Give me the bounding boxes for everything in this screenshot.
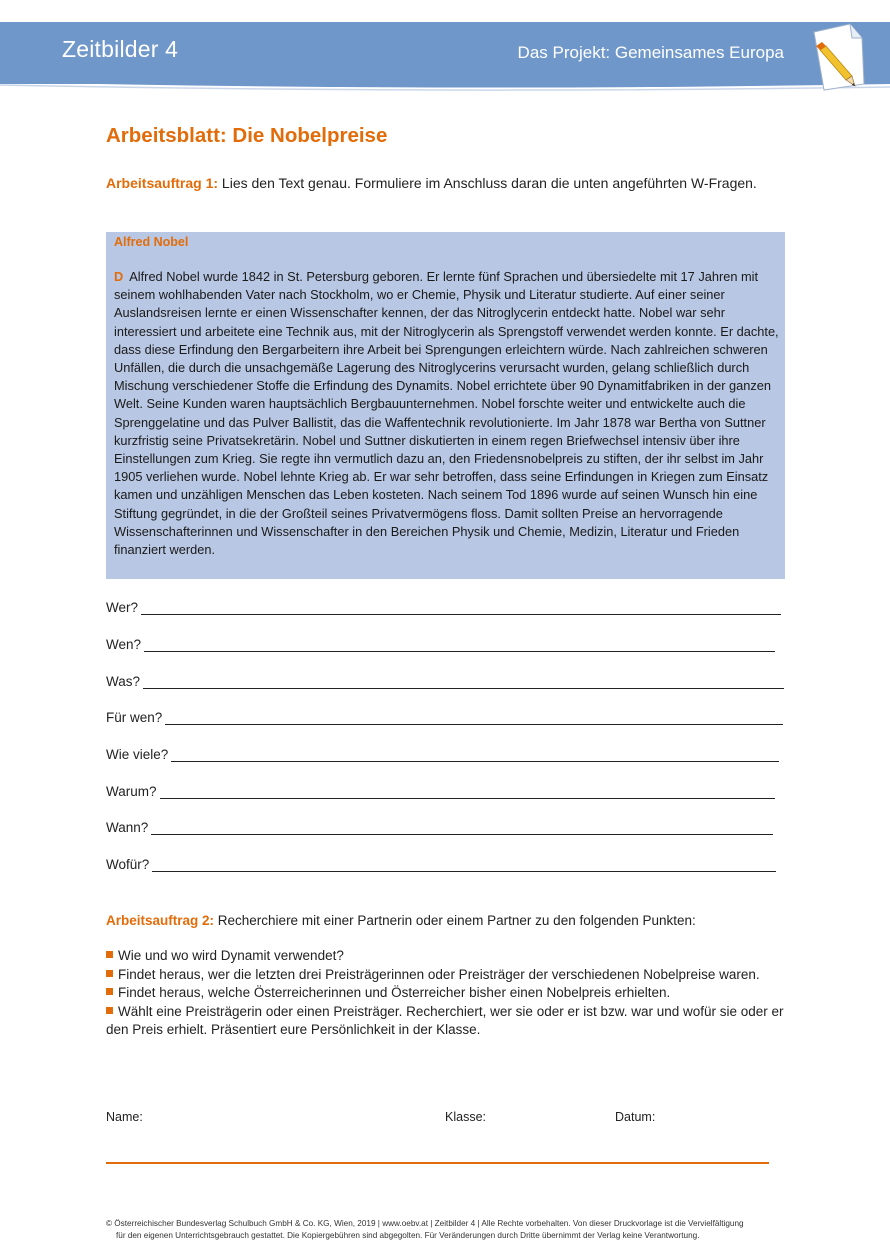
question-label: Für wen?: [106, 710, 163, 725]
answer-line[interactable]: [160, 784, 775, 799]
question-line-1[interactable]: [106, 600, 781, 615]
answer-line[interactable]: [165, 710, 783, 725]
answer-line[interactable]: [152, 857, 776, 872]
task-1: [106, 172, 782, 194]
question-line-3[interactable]: [106, 674, 784, 689]
task-2: [106, 911, 786, 930]
info-box-marker: D: [114, 269, 124, 284]
question-label: Wofür?: [106, 857, 150, 872]
answer-line[interactable]: [144, 637, 775, 652]
question-line-2[interactable]: [106, 637, 775, 652]
header-subtitle: Das Projekt: Gemeinsames Europa: [517, 43, 784, 62]
task-2-bullet-list: [106, 947, 790, 1040]
info-box-text: [114, 268, 780, 559]
question-label: Wie viele?: [106, 747, 169, 762]
question-line-7[interactable]: [106, 820, 773, 835]
task-1-label: Arbeitsauftrag 1:: [106, 175, 219, 191]
header-title: Zeitbilder 4: [62, 36, 179, 62]
task-2-text: Recherchiere mit einer Partnerin oder einem Partner zu den folgenden Punkten:: [214, 913, 696, 928]
bullet-square-icon: [106, 988, 113, 995]
list-item: Wie und wo wird Dynamit verwendet?: [106, 947, 790, 966]
question-label: Wen?: [106, 637, 142, 652]
question-label: Was?: [106, 674, 141, 689]
bullet-square-icon: [106, 970, 113, 977]
answer-line[interactable]: [151, 820, 773, 835]
question-label: Wer?: [106, 600, 139, 615]
question-line-6[interactable]: [106, 784, 775, 799]
info-box-title: Alfred Nobel: [114, 235, 189, 249]
copyright-footer: [106, 1218, 796, 1242]
answer-line[interactable]: [171, 747, 779, 762]
question-line-8[interactable]: [106, 857, 776, 872]
answer-line[interactable]: [141, 600, 781, 615]
list-item: Wählt eine Preisträgerin oder einen Preisträger. Recherchiert, wer sie oder er ist bzw. war und wofür sie oder er den Preis erhielt. Präsentiert eure Persönlichkeit in der Klasse.: [106, 1003, 784, 1038]
header-wave: [0, 78, 890, 92]
class-label: Klasse:: [445, 1110, 486, 1124]
list-item: Findet heraus, welche Österreicherinnen und Österreicher bisher einen Nobelpreis erhielten.: [106, 984, 790, 1003]
task-1-text: Lies den Text genau. Formuliere im Anschluss daran die unten angeführten W-Fragen.: [218, 175, 757, 191]
info-box-body: Alfred Nobel wurde 1842 in St. Petersburg geboren. Er lernte fünf Sprachen und übersiedelte mit 17 Jahren mit seinem wohlhabenden Vater nach Stockholm, wo er Chemie, Physik und Literatur studierte. Auf einer seiner Auslandsreisen lernte er einen Wissenschafter kennen, der das Nitroglycerin entdeckt hatte. Nobel war sehr interessiert und arbeitete eine Technik aus, mit der Nitroglycerin als Sprengstoff verwendet werden konnte. Er dachte, dass diese Erfindung den Bergarbeitern ihre Arbeit bei Sprengungen erleichtern würde. Nach zahlreichen schweren Unfällen, die durch die unsachgemäße Lagerung des Nitroglycerins verursacht wurden, gelang schließlich durch Mischung verschiedener Stoffe die Erfindung des Dynamits. Nobel errichtete über 90 Dynamitfabriken in der ganzen Welt. Seine Kunden waren hauptsächlich Bergbauunternehmen. Nobel forschte weiter und entwickelte auch die Sprenggelatine und das Pulver Ballistit, das die Waffentechnik revolutionierte. Im Jahr 1878 war Bertha von Suttner kurzfristig seine Privatsekretärin. Nobel und Suttner diskutierten in einem regen Briefwechsel intensiv über ihre Einstellungen zum Krieg. Sie regte ihn vermutlich dazu an, den Friedensnobelpreis zu stiften, der ihr selbst im Jahr 1905 verliehen wurde. Nobel lehnte Krieg ab. Er war sehr betroffen, dass seine Erfindungen in Kriegen zum Einsatz kamen und unzähligen Menschen das Leben kosteten. Nach seinem Tod 1896 wurde auf seinen Wunsch hin eine Stiftung gegründet, in die der Großteil seines Privatvermögens floss. Damit sollten Preise an hervorragende Wissenschafterinnen und Wissenschafter in den Bereichen Physik und Chemie, Medizin, Literatur und Frieden finanziert werden.: [114, 269, 779, 558]
bullet-square-icon: [106, 951, 113, 958]
signature-line[interactable]: [106, 1162, 769, 1164]
question-label: Wann?: [106, 820, 149, 835]
task-2-label: Arbeitsauftrag 2:: [106, 913, 215, 928]
footer-line-1: © Österreichischer Bundesverlag Schulbuch GmbH & Co. KG, Wien, 2019 | www.oebv.at | Zeitbilder 4 | Alle Rechte vorbehalten. Von dieser Druckvorlage ist die Vervielfältigung: [106, 1219, 744, 1228]
name-label: Name:: [106, 1110, 143, 1124]
list-item: Findet heraus, wer die letzten drei Preisträgerinnen oder Preisträger der verschiedenen Nobelpreise waren.: [106, 966, 790, 985]
pencil-paper-icon: [806, 18, 870, 92]
question-label: Warum?: [106, 784, 157, 799]
page-title: Arbeitsblatt: Die Nobelpreise: [106, 124, 388, 147]
question-line-4[interactable]: [106, 710, 783, 725]
question-line-5[interactable]: [106, 747, 779, 762]
bullet-square-icon: [106, 1007, 113, 1014]
footer-line-2: für den eigenen Unterrichtsgebrauch gestattet. Die Kopiergebühren sind abgegolten. Für Veränderungen durch Dritte übernimmt der Verlag keine Verantwortung.: [116, 1231, 700, 1240]
answer-line[interactable]: [143, 674, 784, 689]
date-label: Datum:: [615, 1110, 656, 1124]
